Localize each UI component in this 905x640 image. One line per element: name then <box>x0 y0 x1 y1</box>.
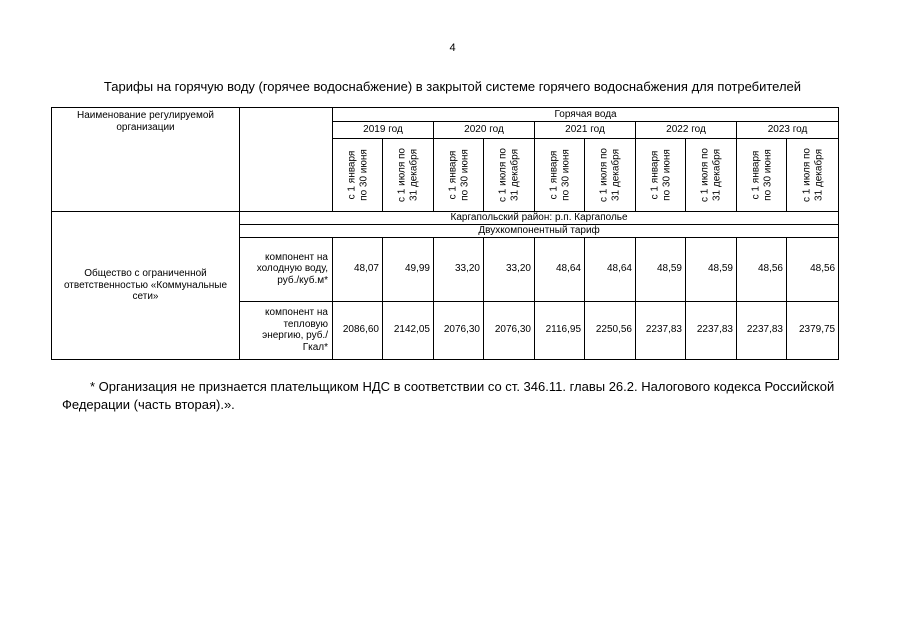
tariff-value: 48,07 <box>333 237 383 301</box>
tariff-value: 2237,83 <box>737 301 787 359</box>
component-column-header <box>240 108 333 212</box>
tariff-value: 48,64 <box>585 237 636 301</box>
period-header <box>484 139 535 212</box>
tariff-value: 48,59 <box>636 237 686 301</box>
period-label: с 1 июля по 31 декабря <box>699 148 722 202</box>
period-header <box>787 139 839 212</box>
period-label: с 1 января по 30 июня <box>447 149 470 201</box>
year-header: 2022 год <box>636 122 737 139</box>
page-number: 4 <box>449 42 456 54</box>
year-header: 2019 год <box>333 122 434 139</box>
tariff-value: 2379,75 <box>787 301 839 359</box>
period-label: с 1 июля по 31 декабря <box>801 148 824 202</box>
period-header <box>333 139 383 212</box>
period-header <box>434 139 484 212</box>
tariff-value: 48,64 <box>535 237 585 301</box>
tariff-value: 48,56 <box>737 237 787 301</box>
tariff-value: 2116,95 <box>535 301 585 359</box>
year-header: 2023 год <box>737 122 839 139</box>
component-label: компонент на тепловую энергию, руб./Гкал* <box>240 301 333 359</box>
tariff-value: 33,20 <box>434 237 484 301</box>
component-label: компонент на холодную воду, руб./куб.м* <box>240 237 333 301</box>
period-header <box>737 139 787 212</box>
period-label: с 1 января по 30 июня <box>346 149 369 201</box>
tariff-value: 2076,30 <box>484 301 535 359</box>
region-row: Каргапольский район: р.п. Каргаполье <box>240 212 839 225</box>
tariff-value: 33,20 <box>484 237 535 301</box>
period-label: с 1 июля по 31 декабря <box>497 148 520 202</box>
tariff-value: 2086,60 <box>333 301 383 359</box>
period-label: с 1 января по 30 июня <box>548 149 571 201</box>
org-column-header: Наименование регулируемой организации <box>52 108 240 212</box>
tariff-value: 48,56 <box>787 237 839 301</box>
tariff-table <box>51 107 839 360</box>
tariff-value: 48,59 <box>686 237 737 301</box>
period-header <box>383 139 434 212</box>
period-label: с 1 января по 30 июня <box>750 149 773 201</box>
hot-water-header: Горячая вода <box>333 108 839 122</box>
tariff-value: 2142,05 <box>383 301 434 359</box>
period-header <box>535 139 585 212</box>
tariff-value: 2250,56 <box>585 301 636 359</box>
footnote: * Организация не признается плательщиком НДС в соответствии со ст. 346.11. главы 26.2. Налогового кодекса Российской Федерации (часть вторая).». <box>62 379 835 412</box>
period-header <box>686 139 737 212</box>
period-label: с 1 июля по 31 декабря <box>396 148 419 202</box>
period-label: с 1 января по 30 июня <box>649 149 672 201</box>
tariff-value: 2237,83 <box>686 301 737 359</box>
tariff-type-row: Двухкомпонентный тариф <box>240 224 839 237</box>
year-header: 2020 год <box>434 122 535 139</box>
tariff-value: 49,99 <box>383 237 434 301</box>
period-header <box>585 139 636 212</box>
tariff-value: 2237,83 <box>636 301 686 359</box>
tariff-value: 2076,30 <box>434 301 484 359</box>
period-header <box>636 139 686 212</box>
year-header: 2021 год <box>535 122 636 139</box>
organization-name: Общество с ограниченной ответственностью «Коммунальные сети» <box>52 212 240 360</box>
period-label: с 1 июля по 31 декабря <box>598 148 621 202</box>
document-title: Тарифы на горячую воду (горячее водоснабжение) в закрытой системе горячего водоснабжения для потребителей <box>103 79 802 94</box>
